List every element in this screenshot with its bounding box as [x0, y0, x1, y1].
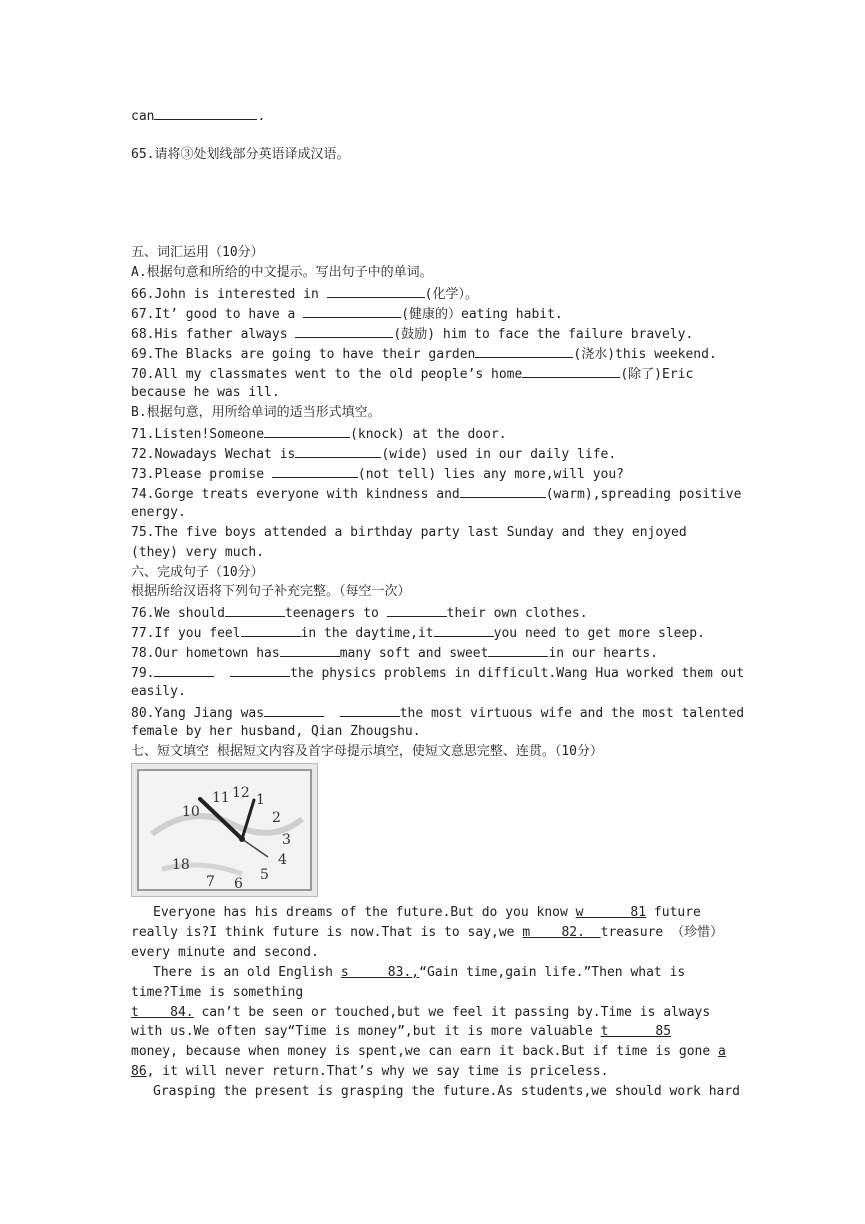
- blank-84[interactable]: t 84.: [131, 1005, 194, 1020]
- question-77: 77.If you feel in the daytime,it you need to get more sleep.: [131, 622, 705, 642]
- answer-blank[interactable]: [434, 622, 494, 637]
- answer-blank[interactable]: [264, 423, 350, 438]
- clock-number: 2: [272, 810, 281, 826]
- answer-blank[interactable]: [488, 642, 548, 657]
- blank-83[interactable]: s 83.,: [340, 965, 420, 980]
- clock-number: 1: [256, 792, 265, 808]
- question-80: 80.Yang Jiang was the most virtuous wife and the most talented: [131, 702, 744, 722]
- clock-number: 4: [278, 852, 287, 868]
- blank-85[interactable]: t 85: [600, 1024, 672, 1039]
- clock-illustration: [132, 764, 317, 896]
- answer-blank[interactable]: [340, 702, 400, 717]
- passage-line: There is an old English s 83.,“Gain time,gain life.”Then what is: [153, 965, 686, 980]
- answer-blank[interactable]: [272, 463, 358, 478]
- clock-center: [239, 836, 245, 842]
- instruction: B.根据句意，用所给单词的适当形式填空。: [131, 405, 381, 420]
- clock-number: 3: [282, 832, 291, 848]
- text-line: because he was ill.: [131, 385, 280, 400]
- passage-line: Grasping the present is grasping the future.As students,we should work hard: [153, 1084, 740, 1099]
- blank-86[interactable]: 86: [131, 1064, 147, 1079]
- passage-line: 86, it will never return.That’s why we say time is priceless.: [131, 1064, 609, 1079]
- text-line: easily.: [131, 684, 186, 699]
- passage-line: with us.We often say“Time is money”,but it is more valuable t 85: [131, 1024, 672, 1039]
- answer-blank[interactable]: [241, 622, 301, 637]
- passage-line: money, because when money is spent,we can earn it back.But if time is gone a: [131, 1044, 726, 1059]
- answer-blank[interactable]: [230, 662, 290, 677]
- question-71: 71.Listen!Someone (knock) at the door.: [131, 423, 507, 443]
- question-79: 79. the physics problems in difficult.Wang Hua worked them out: [131, 662, 744, 682]
- text-line: female by her husband, Qian Zhougshu.: [131, 724, 421, 739]
- question-66: 66.John is interested in (化学）。: [131, 283, 478, 303]
- blank-86-a[interactable]: a: [718, 1044, 726, 1059]
- answer-blank[interactable]: [154, 105, 257, 120]
- clock-number: 18: [172, 857, 190, 873]
- text-line: can .: [131, 105, 265, 125]
- question-74: 74.Gorge treats everyone with kindness and (warm),spreading positive: [131, 483, 741, 503]
- passage-line: every minute and second.: [131, 945, 319, 960]
- question-73: 73.Please promise (not tell) lies any more,will you?: [131, 463, 624, 483]
- question-69: 69.The Blacks are going to have their garden (浇水)this weekend.: [131, 343, 717, 363]
- answer-blank[interactable]: [264, 702, 324, 717]
- answer-blank[interactable]: [154, 662, 214, 677]
- instruction: 根据所给汉语将下列句子补充完整。（每空一次）: [131, 584, 411, 599]
- instruction: A.根据句意和所给的中文提示。写出句子中的单词。: [131, 265, 433, 280]
- clock-number: 6: [234, 876, 243, 892]
- clock-number: 10: [182, 804, 200, 820]
- answer-blank[interactable]: [522, 363, 620, 378]
- passage-line: Everyone has his dreams of the future.But do you know w 81 future: [153, 905, 701, 920]
- answer-blank[interactable]: [460, 483, 546, 498]
- answer-blank[interactable]: [295, 443, 381, 458]
- question-76: 76.We should teenagers to their own clothes.: [131, 602, 588, 622]
- clock-number: 5: [260, 867, 269, 883]
- answer-blank[interactable]: [280, 642, 340, 657]
- answer-blank[interactable]: [387, 602, 447, 617]
- clock-number: 12: [232, 785, 250, 801]
- answer-blank[interactable]: [303, 303, 401, 318]
- clock-number: 7: [206, 874, 215, 890]
- section-heading-5: 五、词汇运用（10分）: [131, 245, 264, 260]
- clock-image: [131, 763, 318, 897]
- blank-82[interactable]: m 82.: [522, 925, 601, 940]
- section-heading-7: 七、短文填空 根据短文内容及首字母提示填空，使短文意思完整、连贯。（10分）: [131, 744, 603, 759]
- question-67: 67.It’ good to have a (健康的）eating habit.: [131, 303, 563, 323]
- passage-line: really is?I think future is now.That is to say,we m 82. treasure （珍惜）: [131, 925, 724, 940]
- section-heading-6: 六、完成句子（10分）: [131, 565, 264, 580]
- question-65: 65.请将③处划线部分英语译成汉语。: [131, 147, 350, 162]
- passage-line: t 84. can’t be seen or touched,but we feel it passing by.Time is always: [131, 1005, 711, 1020]
- blank-81[interactable]: w 81: [575, 905, 647, 920]
- answer-blank[interactable]: [327, 283, 425, 298]
- text-line: (they) very much.: [131, 545, 265, 560]
- clock-number: 11: [212, 790, 230, 806]
- answer-blank[interactable]: [225, 602, 285, 617]
- answer-blank[interactable]: [295, 323, 393, 338]
- answer-blank[interactable]: [475, 343, 573, 358]
- question-68: 68.His father always (鼓励) him to face the failure bravely.: [131, 323, 693, 343]
- passage-line: time?Time is something: [131, 985, 304, 1000]
- question-75: 75.The five boys attended a birthday party last Sunday and they enjoyed: [131, 525, 687, 540]
- question-72: 72.Nowadays Wechat is (wide) used in our daily life.: [131, 443, 616, 463]
- question-78: 78.Our hometown has many soft and sweet in our hearts.: [131, 642, 658, 662]
- text-line: energy.: [131, 505, 186, 520]
- question-70: 70.All my classmates went to the old people’s home (除了)Eric: [131, 363, 693, 383]
